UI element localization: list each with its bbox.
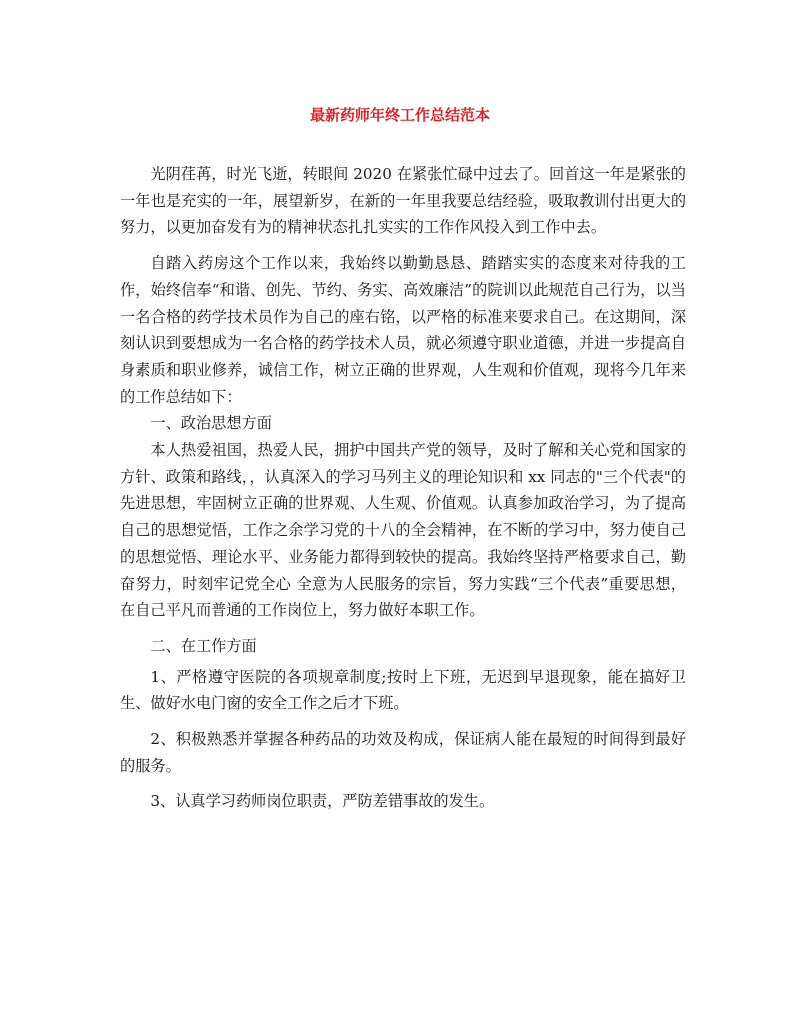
section-heading-politics: 一、政治思想方面: [150, 414, 272, 433]
section-heading-work: 二、在工作方面: [150, 636, 257, 655]
paragraph-work-item-3: 3、认真学习药师岗位职责，严防差错事故的发生。: [150, 792, 495, 811]
paragraph-work-item-2: 2、积极熟悉并掌握各种药品的功效及构成，保证病人能在最短的时间得到最好的服务。: [120, 730, 686, 775]
paragraph-work-attitude: 自踏入药房这个工作以来，我始终以勤勤恳恳、踏踏实实的态度来对待我的工作，始终信奉“和谐、创先、节约、务实、高效廉洁”的院训以此规范自己行为，以当一名合格的药学技术员作为自己的座右铭，以严格的标准来要求自己。在这期间，深刻认识到要想成为一名合格的药学技术人员，就必须遵守职业道德，并进一步提高自身素质和职业修养，诚信工作，树立正确的世界观，人生观和价值观，现将今几年来的工作总结如下：: [120, 254, 686, 406]
document-body: [120, 161, 686, 815]
document-title: 最新药师年终工作总结范本: [309, 106, 490, 124]
paragraph-intro: 光阴荏苒，时光飞逝，转眼间 2020 在紧张忙碌中过去了。回首这一年是紧张的一年也是充实的一年，展望新岁，在新的一年里我要总结经验，吸取教训付出更大的努力，以更加奋发有为的精神状态扎扎实实的工作作风投入到工作中去。: [120, 165, 686, 237]
paragraph-politics: 本人热爱祖国，热爱人民，拥护中国共产党的领导，及时了解和关心党和国家的方针、政策和路线，，认真深入的学习马列主义的理论知识和 xx 同志的"三个代表"的先进思想，牢固树立正确的世界观、人生观、价值观。认真参加政治学习，为了提高自己的思想觉悟，工作之余学习党的十八的全会精神，在不断的学习中，努力使自己的思想觉悟、理论水平、业务能力都得到较快的提高。我始终坚持严格要求自己，勤奋努力，时刻牢记党全心 全意为人民服务的宗旨，努力实践“三个代表”重要思想， 在自己平凡而普通的工作岗位上，努力做好本职工作。: [120, 441, 686, 620]
paragraph-work-item-1: 1、严格遵守医院的各项规章制度;按时上下班，无迟到早退现象，能在搞好卫生、做好水电门窗的安全工作之后才下班。: [120, 667, 686, 713]
